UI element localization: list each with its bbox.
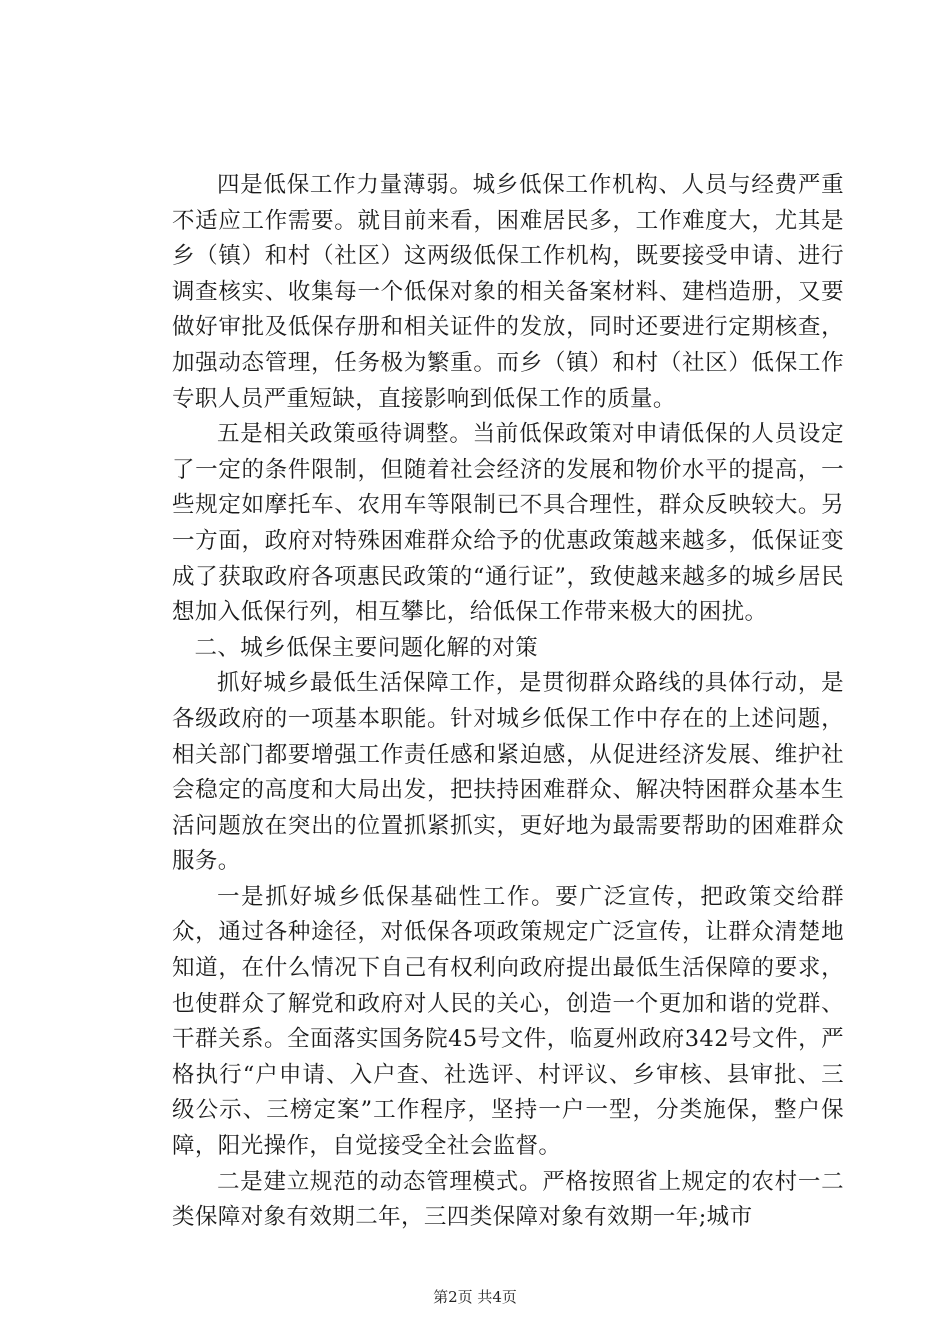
paragraph-countermeasures-intro: 抓好城乡最低生活保障工作，是贯彻群众路线的具体行动，是各级政府的一项基本职能。针对城乡低保工作中存在的上述问题，相关部门都要增强工作责任感和紧迫感，从促进经济发展、维护社会稳定的高度和大局出发，把扶持困难群众、解决特困群众基本生活问题放在突出的位置抓紧抓实，更好地为最需要帮助的困难群众服务。 <box>172 670 844 875</box>
paragraph-basic-work: 一是抓好城乡低保基础性工作。要广泛宣传，把政策交给群众，通过各种途径，对低保各项政策规定广泛宣传，让群众清楚地知道，在什么情况下自己有权利向政府提出最低生活保障的要求，也使群众了解党和政府对人民的关心，创造一个更加和谐的党群、干群关系。全面落实国务院45号文件，临夏州政府342号文件，严格执行“户申请、入户查、社选评、村评议、乡审核、县审批、三级公示、三榜定案”工作程序，坚持一户一型，分类施保，整户保障，阳光操作，自觉接受全社会监督。 <box>172 883 844 1160</box>
page-number-footer: 第2页 共4页 <box>433 1288 517 1306</box>
paragraph-policy-adjustment: 五是相关政策亟待调整。当前低保政策对申请低保的人员设定了一定的条件限制，但随着社会经济的发展和物价水平的提高，一些规定如摩托车、农用车等限制已不具合理性，群众反映较大。另一方面，政府对特殊困难群众给予的优惠政策越来越多，低保证变成了获取政府各项惠民政策的“通行证”，致使越来越多的城乡居民想加入低保行列，相互攀比，给低保工作带来极大的困扰。 <box>172 421 844 626</box>
section-heading-countermeasures: 二、城乡低保主要问题化解的对策 <box>194 634 539 661</box>
paragraph-weak-staffing: 四是低保工作力量薄弱。城乡低保工作机构、人员与经费严重不适应工作需要。就目前来看，困难居民多，工作难度大，尤其是乡（镇）和村（社区）这两级低保工作机构，既要接受申请、进行调查核实、收集每一个低保对象的相关备案材料、建档造册，又要做好审批及低保存册和相关证件的发放，同时还要进行定期核查，加强动态管理，任务极为繁重。而乡（镇）和村（社区）低保工作专职人员严重短缺，直接影响到低保工作的质量。 <box>172 172 844 412</box>
paragraph-dynamic-management: 二是建立规范的动态管理模式。严格按照省上规定的农村一二类保障对象有效期二年，三四类保障对象有效期一年;城市 <box>172 1168 844 1231</box>
document-body <box>172 168 844 1236</box>
